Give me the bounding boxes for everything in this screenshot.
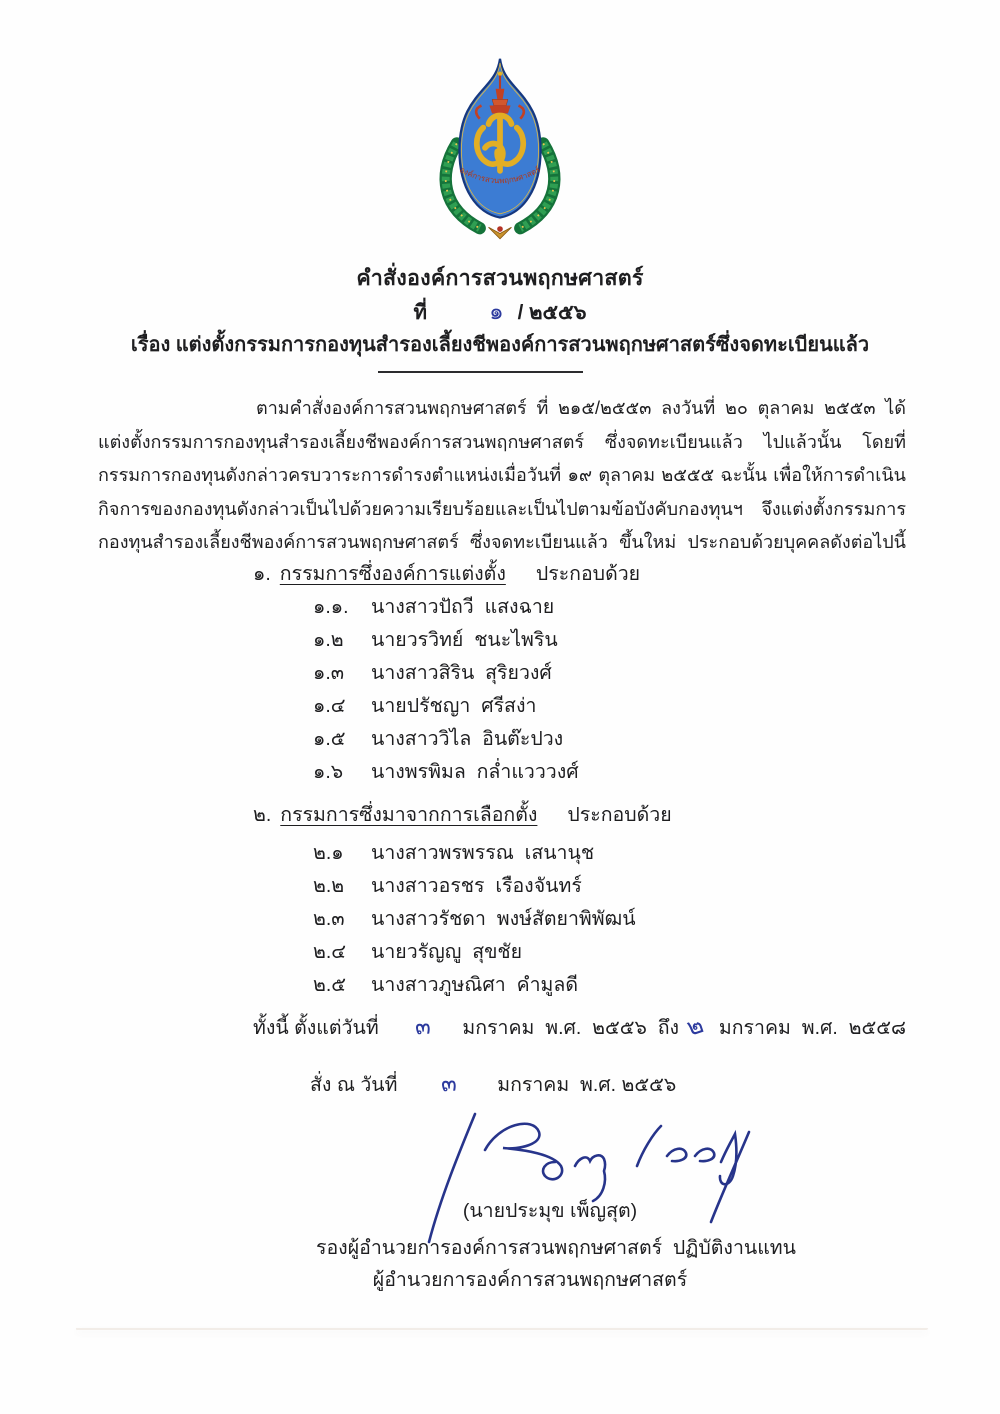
member-name: นางสาวอรชร เรืองจันทร์ [371,875,582,897]
member-number: ๒.๑ [313,842,344,864]
member-row [313,870,636,903]
section-2-member-list [313,837,636,1002]
horizontal-rule [378,371,583,373]
issued-tail-text: มกราคม พ.ศ. ๒๕๕๖ [497,1074,677,1096]
effective-middle-text: มกราคม พ.ศ. ๒๕๕๖ ถึง [462,1017,680,1039]
paragraph-line: แต่งตั้งกรรมการกองทุนสำรองเลี้ยงชีพองค์การสวนพฤกษศาสตร์ ซึ่งจดทะเบียนแล้ว ไปแล้วนั้น โดยที่ [98,431,906,452]
emblem-caption-text: องค์การสวนพฤกษศาสตร์ [458,164,542,186]
member-row [313,756,579,789]
member-number: ๒.๕ [313,974,347,996]
signer-position-line-1: รองผู้อำนวยการองค์การสวนพฤกษศาสตร์ ปฏิบัติงานแทน [315,1237,796,1259]
member-number: ๑.๕ [313,728,346,750]
member-number: ๒.๓ [313,908,345,930]
member-row [313,837,636,870]
handwritten-order-number: ๑ [488,297,505,325]
subject-line: เรื่อง แต่งตั้งกรรมการกองทุนสำรองเลี้ยงชีพองค์การสวนพฤกษศาสตร์ซึ่งจดทะเบียนแล้ว [130,334,870,356]
effective-prefix: ทั้งนี้ ตั้งแต่วันที่ [253,1017,379,1039]
order-number-line [0,294,1000,330]
member-name: นางสาวสิริน สุริยวงศ์ [371,662,552,684]
member-number: ๑.๖ [313,761,344,783]
section-1-number: ๑. [253,563,271,585]
member-row [313,903,636,936]
signer-position-line-2: ผู้อำนวยการองค์การสวนพฤกษศาสตร์ [372,1269,688,1291]
member-number: ๑.๔ [313,695,346,717]
section-1-member-list [313,591,579,789]
paragraph-line: ตามคำสั่งองค์การสวนพฤกษศาสตร์ ที่ ๒๑๕/๒๕๕๓ ลงวันที่ ๒๐ ตุลาคม ๒๕๕๓ ได้ [256,398,906,418]
member-name: นางสาวปัถวี แสงฉาย [371,596,555,618]
member-row [313,969,636,1002]
member-row [313,723,579,756]
member-name: นางสาววิไล อินต๊ะปวง [371,728,564,750]
member-name: นางพรพิมล กล่ำแวววงศ์ [371,761,579,783]
section-2-heading-suffix: ประกอบด้วย [567,804,672,826]
signer-name: (นายประมุข เพ็ญสุต) [462,1200,638,1222]
preamble-paragraph [98,392,906,560]
member-number: ๒.๔ [313,941,347,963]
member-name: นายวรัญญู สุขชัย [371,941,523,963]
member-number: ๑.๒ [313,629,344,651]
section-2-heading [253,799,672,830]
effective-tail-text: มกราคม พ.ศ. ๒๕๕๘ [718,1017,907,1039]
issued-prefix: สั่ง ณ วันที่ [310,1074,398,1096]
member-row [313,591,579,624]
member-name: นายวรวิทย์ ชนะไพริน [371,629,558,651]
member-name: นางสาวรัชดา พงษ์สัตยาพิพัฒน์ [371,908,636,930]
section-2-number: ๒. [253,804,272,826]
member-number: ๒.๒ [313,875,345,897]
section-1-heading [253,558,640,589]
paragraph-line: กองทุนสำรองเลี้ยงชีพองค์การสวนพฤกษศาสตร์ ซึ่งจดทะเบียนแล้ว ขึ้นใหม่ ประกอบด้วยบุคคลดังต่อไปนี้ [98,532,906,553]
member-row [313,624,579,657]
member-row [313,936,636,969]
order-title: คำสั่งองค์การสวนพฤกษศาสตร์ [356,266,644,290]
section-1-heading-text: กรรมการซึ่งองค์การแต่งตั้ง [279,563,506,585]
section-2-heading-text: กรรมการซึ่งมาจากการเลือกตั้ง [280,804,538,826]
order-number-year: / ๒๕๕๖ [517,301,587,324]
member-name: นางสาวภูษณิศา คำมูลดี [371,974,579,996]
member-name: นายปรัชญา ศรีสง่า [371,695,537,717]
handwritten-issue-day: ๓ [440,1069,458,1097]
scan-page-edge-artifact [76,1328,928,1330]
member-number: ๑.๓ [313,662,345,684]
botanical-garden-organization-emblem-logo [425,42,575,252]
member-name: นางสาวพรพรรณ เสนานุช [371,842,595,864]
member-number: ๑.๑. [313,596,349,618]
member-row [313,690,579,723]
paragraph-line: กรรมการกองทุนดังกล่าวครบวาระการดำรงตำแหน่งเมื่อวันที่ ๑๙ ตุลาคม ๒๕๕๕ ฉะนั้น เพื่อให้การดำเนิน [98,465,906,486]
issue-date-line [310,1066,676,1102]
section-1-heading-suffix: ประกอบด้วย [535,563,641,585]
effective-date-line [253,1006,906,1045]
order-number-prefix: ที่ [413,301,427,324]
member-row [313,657,579,690]
handwritten-end-day: ๒ [683,1011,707,1042]
paragraph-line: กิจการของกองทุนดังกล่าวเป็นไปด้วยความเรียบร้อยและเป็นไปตามข้อบังคับกองทุนฯ จึงแต่งตั้งกรรมการ [98,498,906,519]
handwritten-start-day: ๓ [413,1012,432,1040]
